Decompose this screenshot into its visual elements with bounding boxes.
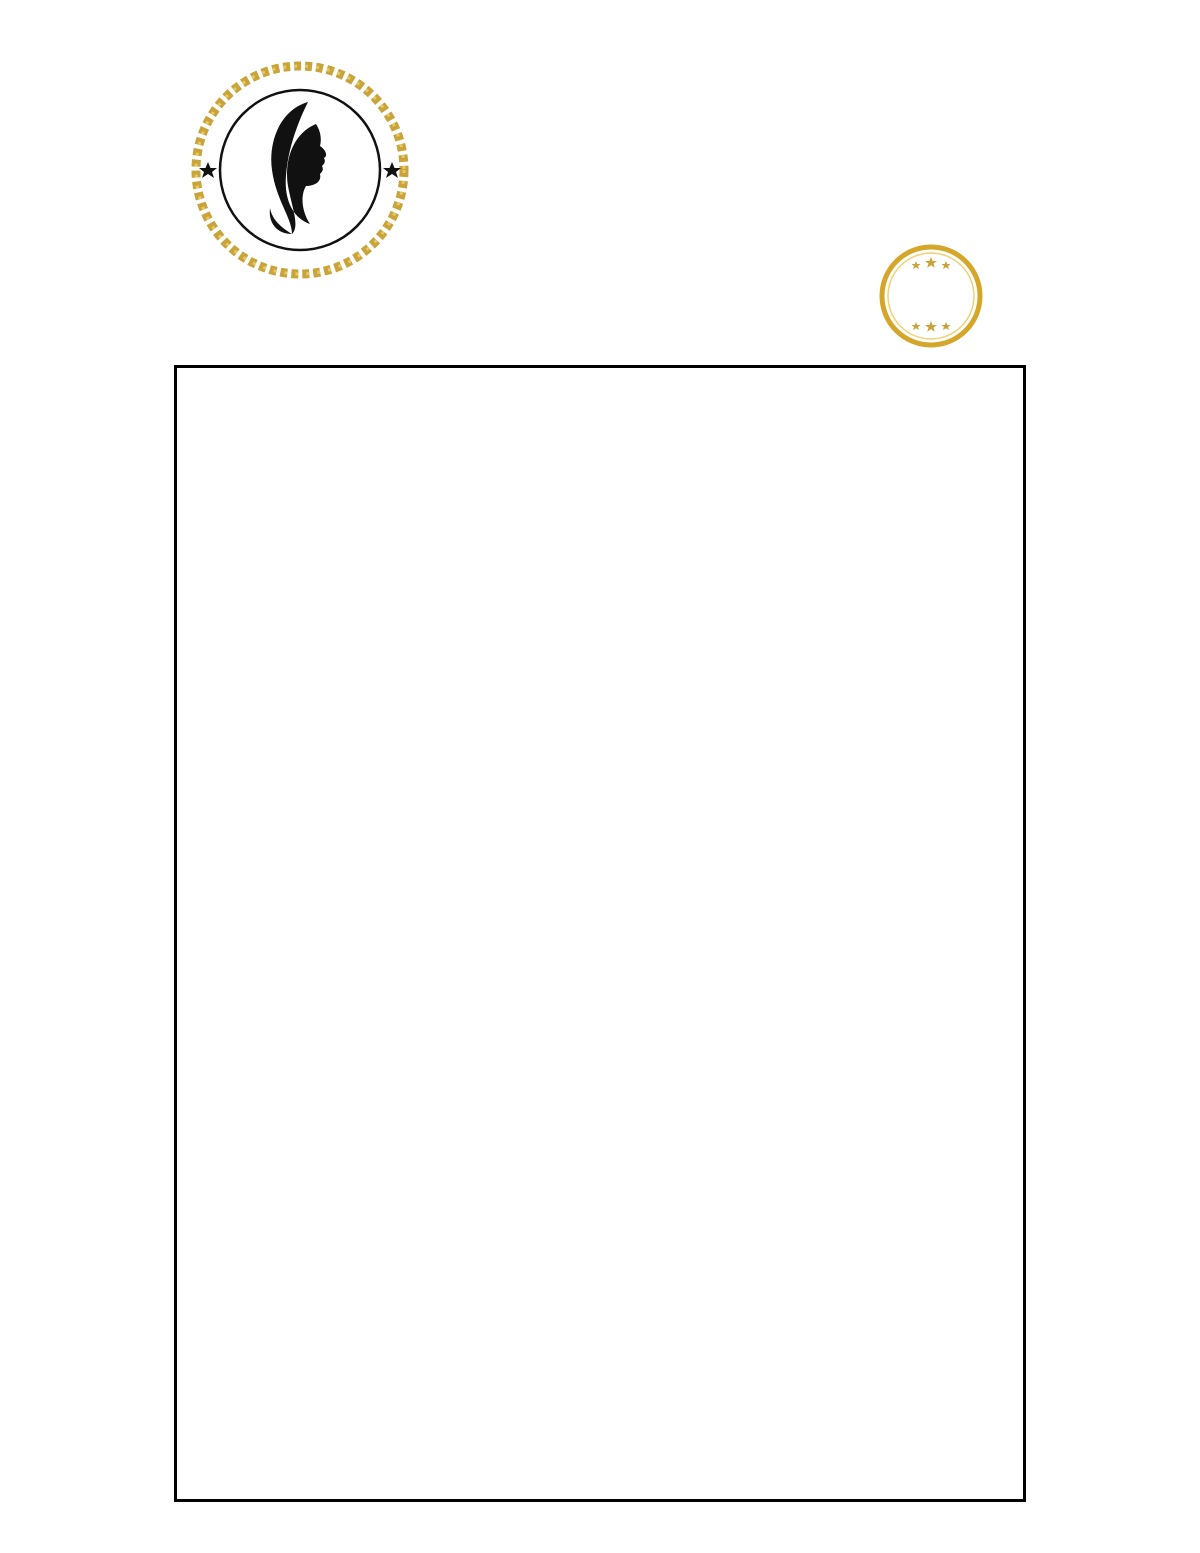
vip-badge xyxy=(878,243,984,349)
company-logo xyxy=(188,58,412,282)
feature-comparison-table xyxy=(174,365,1026,1502)
